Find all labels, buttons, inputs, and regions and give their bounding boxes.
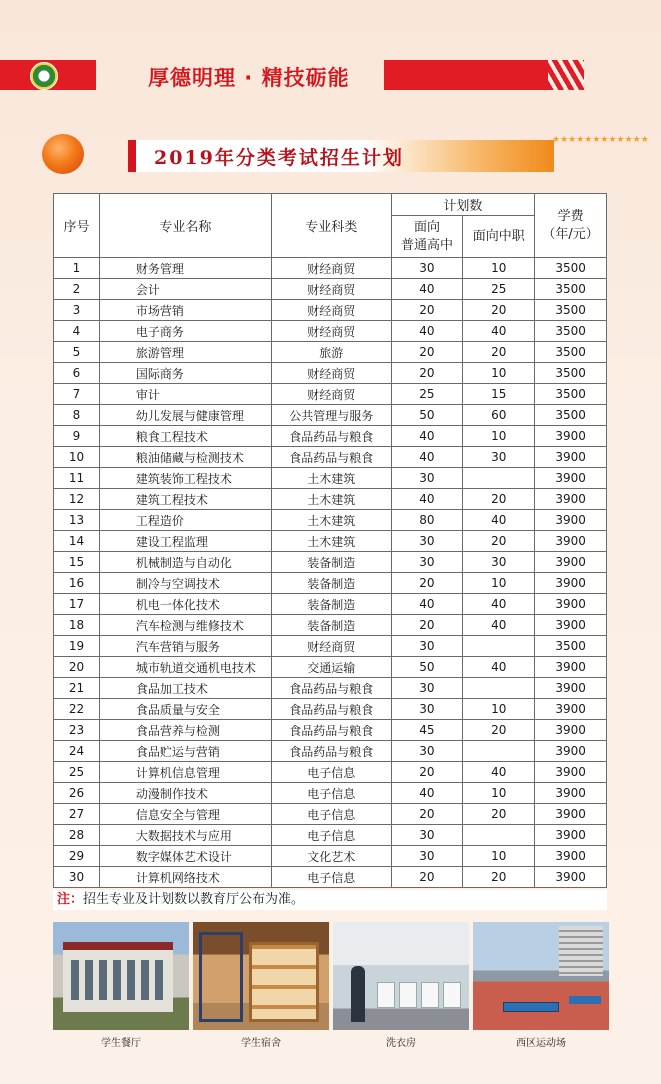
table-row [54, 531, 607, 552]
row-tuition: 3900 [535, 804, 607, 825]
row-major: 动漫制作技术 [99, 783, 271, 804]
row-high-school: 40 [391, 783, 463, 804]
table-row [54, 426, 607, 447]
row-index: 28 [54, 825, 100, 846]
table-row [54, 846, 607, 867]
row-major: 城市轨道交通机电技术 [99, 657, 271, 678]
row-high-school: 40 [391, 594, 463, 615]
table-row [54, 300, 607, 321]
orange-ball-icon [42, 134, 84, 174]
row-high-school: 30 [391, 636, 463, 657]
table-row [54, 783, 607, 804]
row-high-school: 50 [391, 405, 463, 426]
row-major: 电子商务 [99, 321, 271, 342]
row-tuition: 3900 [535, 699, 607, 720]
row-tuition: 3900 [535, 426, 607, 447]
row-tuition: 3900 [535, 825, 607, 846]
table-row [54, 258, 607, 279]
table-row [54, 615, 607, 636]
row-index: 2 [54, 279, 100, 300]
row-major: 机械制造与自动化 [99, 552, 271, 573]
row-tuition: 3500 [535, 342, 607, 363]
row-index: 13 [54, 510, 100, 531]
table-row [54, 321, 607, 342]
row-high-school: 40 [391, 489, 463, 510]
row-tuition: 3900 [535, 762, 607, 783]
row-high-school: 20 [391, 762, 463, 783]
header-high-school: 面向 普通高中 [391, 216, 463, 258]
row-vocational: 40 [463, 510, 535, 531]
row-high-school: 45 [391, 720, 463, 741]
table-row [54, 720, 607, 741]
row-tuition: 3500 [535, 384, 607, 405]
row-tuition: 3900 [535, 489, 607, 510]
footnote-mark: 注： [57, 892, 84, 907]
row-index: 9 [54, 426, 100, 447]
row-vocational [463, 636, 535, 657]
caption-laundry: 洗衣房 [386, 1038, 416, 1049]
row-vocational: 10 [463, 573, 535, 594]
row-major: 粮食工程技术 [99, 426, 271, 447]
table-row [54, 489, 607, 510]
row-high-school: 40 [391, 279, 463, 300]
row-high-school: 20 [391, 573, 463, 594]
row-index: 25 [54, 762, 100, 783]
row-category: 电子信息 [271, 867, 391, 888]
table-row [54, 342, 607, 363]
row-tuition: 3900 [535, 657, 607, 678]
table-row [54, 363, 607, 384]
row-high-school: 40 [391, 447, 463, 468]
row-vocational: 20 [463, 804, 535, 825]
row-index: 5 [54, 342, 100, 363]
row-category: 装备制造 [271, 615, 391, 636]
row-vocational [463, 741, 535, 762]
row-high-school: 80 [391, 510, 463, 531]
row-category: 财经商贸 [271, 363, 391, 384]
footnote [53, 890, 607, 910]
row-high-school: 50 [391, 657, 463, 678]
school-logo-icon [30, 62, 58, 90]
photo-sports-field [473, 922, 609, 1030]
row-vocational: 10 [463, 426, 535, 447]
row-index: 18 [54, 615, 100, 636]
row-vocational: 10 [463, 846, 535, 867]
photo-laundry [333, 922, 469, 1030]
row-tuition: 3900 [535, 573, 607, 594]
row-category: 财经商贸 [271, 258, 391, 279]
row-high-school: 20 [391, 363, 463, 384]
row-category: 电子信息 [271, 825, 391, 846]
banner-stripes [548, 60, 584, 90]
row-vocational: 15 [463, 384, 535, 405]
row-major: 审计 [99, 384, 271, 405]
row-tuition: 3900 [535, 741, 607, 762]
row-tuition: 3900 [535, 615, 607, 636]
row-category: 电子信息 [271, 783, 391, 804]
row-vocational: 40 [463, 321, 535, 342]
row-category: 食品药品与粮食 [271, 447, 391, 468]
row-high-school: 20 [391, 300, 463, 321]
row-tuition: 3900 [535, 594, 607, 615]
row-index: 19 [54, 636, 100, 657]
school-motto: 厚德明理 · 精技砺能 [148, 66, 350, 90]
row-vocational: 10 [463, 363, 535, 384]
top-banner [0, 60, 661, 92]
row-category: 文化艺术 [271, 846, 391, 867]
table-row [54, 573, 607, 594]
row-high-school: 20 [391, 342, 463, 363]
caption-canteen: 学生餐厅 [101, 1038, 141, 1049]
row-category: 食品药品与粮食 [271, 699, 391, 720]
row-tuition: 3900 [535, 783, 607, 804]
row-category: 装备制造 [271, 552, 391, 573]
section-header [42, 134, 649, 176]
row-tuition: 3500 [535, 300, 607, 321]
table-row [54, 741, 607, 762]
row-vocational: 10 [463, 258, 535, 279]
row-high-school: 30 [391, 468, 463, 489]
row-major: 食品贮运与营销 [99, 741, 271, 762]
row-major: 计算机信息管理 [99, 762, 271, 783]
row-major: 建设工程监理 [99, 531, 271, 552]
row-tuition: 3500 [535, 279, 607, 300]
row-tuition: 3500 [535, 363, 607, 384]
row-high-school: 30 [391, 678, 463, 699]
table-row [54, 804, 607, 825]
row-vocational: 30 [463, 447, 535, 468]
row-major: 机电一体化技术 [99, 594, 271, 615]
row-tuition: 3900 [535, 447, 607, 468]
row-major: 食品质量与安全 [99, 699, 271, 720]
header-tuition: 学费 （年/元） [535, 194, 607, 258]
row-index: 23 [54, 720, 100, 741]
header-major: 专业名称 [99, 194, 271, 258]
row-major: 会计 [99, 279, 271, 300]
row-major: 汽车检测与维修技术 [99, 615, 271, 636]
row-tuition: 3900 [535, 531, 607, 552]
row-index: 17 [54, 594, 100, 615]
row-index: 24 [54, 741, 100, 762]
row-index: 6 [54, 363, 100, 384]
row-major: 信息安全与管理 [99, 804, 271, 825]
caption-dormitory: 学生宿舍 [241, 1038, 281, 1049]
row-major: 数字媒体艺术设计 [99, 846, 271, 867]
row-major: 国际商务 [99, 363, 271, 384]
row-tuition: 3900 [535, 468, 607, 489]
table-row [54, 699, 607, 720]
row-category: 电子信息 [271, 804, 391, 825]
row-category: 电子信息 [271, 762, 391, 783]
row-index: 16 [54, 573, 100, 594]
row-tuition: 3900 [535, 867, 607, 888]
row-high-school: 20 [391, 867, 463, 888]
row-vocational [463, 468, 535, 489]
row-high-school: 30 [391, 552, 463, 573]
table-row [54, 867, 607, 888]
stars-icon: ★★★★★★★★★★★★ [552, 135, 649, 145]
row-vocational: 10 [463, 783, 535, 804]
row-category: 交通运输 [271, 657, 391, 678]
row-category: 土木建筑 [271, 510, 391, 531]
row-major: 建筑工程技术 [99, 489, 271, 510]
row-index: 14 [54, 531, 100, 552]
row-index: 11 [54, 468, 100, 489]
photo-dormitory [193, 922, 329, 1030]
row-major: 大数据技术与应用 [99, 825, 271, 846]
row-major: 旅游管理 [99, 342, 271, 363]
row-category: 财经商贸 [271, 384, 391, 405]
row-index: 3 [54, 300, 100, 321]
row-major: 制冷与空调技术 [99, 573, 271, 594]
table-row [54, 279, 607, 300]
row-high-school: 30 [391, 531, 463, 552]
row-major: 财务管理 [99, 258, 271, 279]
row-index: 30 [54, 867, 100, 888]
caption-sports-field: 西区运动场 [516, 1038, 566, 1049]
row-category: 食品药品与粮食 [271, 720, 391, 741]
row-index: 27 [54, 804, 100, 825]
table-row [54, 468, 607, 489]
row-tuition: 3500 [535, 258, 607, 279]
row-vocational: 20 [463, 867, 535, 888]
row-category: 旅游 [271, 342, 391, 363]
row-vocational: 40 [463, 615, 535, 636]
row-major: 市场营销 [99, 300, 271, 321]
row-high-school: 40 [391, 321, 463, 342]
row-tuition: 3500 [535, 405, 607, 426]
row-high-school: 30 [391, 846, 463, 867]
header-index: 序号 [54, 194, 100, 258]
row-index: 7 [54, 384, 100, 405]
row-tuition: 3500 [535, 321, 607, 342]
row-high-school: 20 [391, 615, 463, 636]
campus-photos [53, 922, 609, 1032]
row-vocational [463, 825, 535, 846]
table-row [54, 678, 607, 699]
row-category: 食品药品与粮食 [271, 426, 391, 447]
row-major: 计算机网络技术 [99, 867, 271, 888]
row-high-school: 25 [391, 384, 463, 405]
row-index: 12 [54, 489, 100, 510]
row-major: 建筑装饰工程技术 [99, 468, 271, 489]
table-row [54, 657, 607, 678]
row-major: 幼儿发展与健康管理 [99, 405, 271, 426]
row-major: 食品加工技术 [99, 678, 271, 699]
row-index: 15 [54, 552, 100, 573]
row-tuition: 3900 [535, 846, 607, 867]
row-major: 汽车营销与服务 [99, 636, 271, 657]
row-high-school: 30 [391, 699, 463, 720]
row-vocational: 20 [463, 489, 535, 510]
photo-canteen [53, 922, 189, 1030]
table-row [54, 762, 607, 783]
row-vocational: 20 [463, 342, 535, 363]
row-vocational: 10 [463, 699, 535, 720]
row-category: 财经商贸 [271, 636, 391, 657]
table-row [54, 552, 607, 573]
row-tuition: 3900 [535, 510, 607, 531]
row-vocational: 20 [463, 300, 535, 321]
row-tuition: 3900 [535, 720, 607, 741]
row-vocational: 20 [463, 531, 535, 552]
row-category: 装备制造 [271, 594, 391, 615]
header-plan-group: 计划数 [391, 194, 535, 216]
row-vocational: 30 [463, 552, 535, 573]
footnote-text: 招生专业及计划数以教育厅公布为准。 [83, 892, 305, 907]
enrollment-plan-table [53, 193, 607, 888]
row-index: 8 [54, 405, 100, 426]
row-tuition: 3900 [535, 678, 607, 699]
row-category: 财经商贸 [271, 321, 391, 342]
photo-captions [53, 1034, 609, 1050]
row-category: 财经商贸 [271, 300, 391, 321]
row-index: 22 [54, 699, 100, 720]
row-index: 29 [54, 846, 100, 867]
row-category: 土木建筑 [271, 489, 391, 510]
row-major: 工程造价 [99, 510, 271, 531]
row-vocational [463, 678, 535, 699]
row-tuition: 3500 [535, 636, 607, 657]
table-row [54, 405, 607, 426]
row-category: 食品药品与粮食 [271, 678, 391, 699]
row-major: 粮油储藏与检测技术 [99, 447, 271, 468]
section-title: 2019年分类考试招生计划 [154, 147, 404, 169]
row-vocational: 25 [463, 279, 535, 300]
table-body [54, 258, 607, 888]
row-category: 土木建筑 [271, 531, 391, 552]
row-high-school: 30 [391, 258, 463, 279]
table-row [54, 825, 607, 846]
row-category: 公共管理与服务 [271, 405, 391, 426]
row-high-school: 30 [391, 741, 463, 762]
table-row [54, 594, 607, 615]
table-row [54, 384, 607, 405]
row-index: 21 [54, 678, 100, 699]
row-index: 4 [54, 321, 100, 342]
table-row [54, 510, 607, 531]
row-vocational: 40 [463, 762, 535, 783]
row-high-school: 20 [391, 804, 463, 825]
row-tuition: 3900 [535, 552, 607, 573]
header-category: 专业科类 [271, 194, 391, 258]
row-major: 食品营养与检测 [99, 720, 271, 741]
row-high-school: 40 [391, 426, 463, 447]
row-vocational: 20 [463, 720, 535, 741]
row-index: 1 [54, 258, 100, 279]
row-vocational: 40 [463, 594, 535, 615]
row-vocational: 60 [463, 405, 535, 426]
row-high-school: 30 [391, 825, 463, 846]
table-row [54, 447, 607, 468]
header-vocational: 面向中职 [463, 216, 535, 258]
row-category: 装备制造 [271, 573, 391, 594]
row-index: 10 [54, 447, 100, 468]
row-category: 土木建筑 [271, 468, 391, 489]
row-vocational: 40 [463, 657, 535, 678]
row-category: 财经商贸 [271, 279, 391, 300]
table-row [54, 636, 607, 657]
row-category: 食品药品与粮食 [271, 741, 391, 762]
row-index: 26 [54, 783, 100, 804]
row-index: 20 [54, 657, 100, 678]
